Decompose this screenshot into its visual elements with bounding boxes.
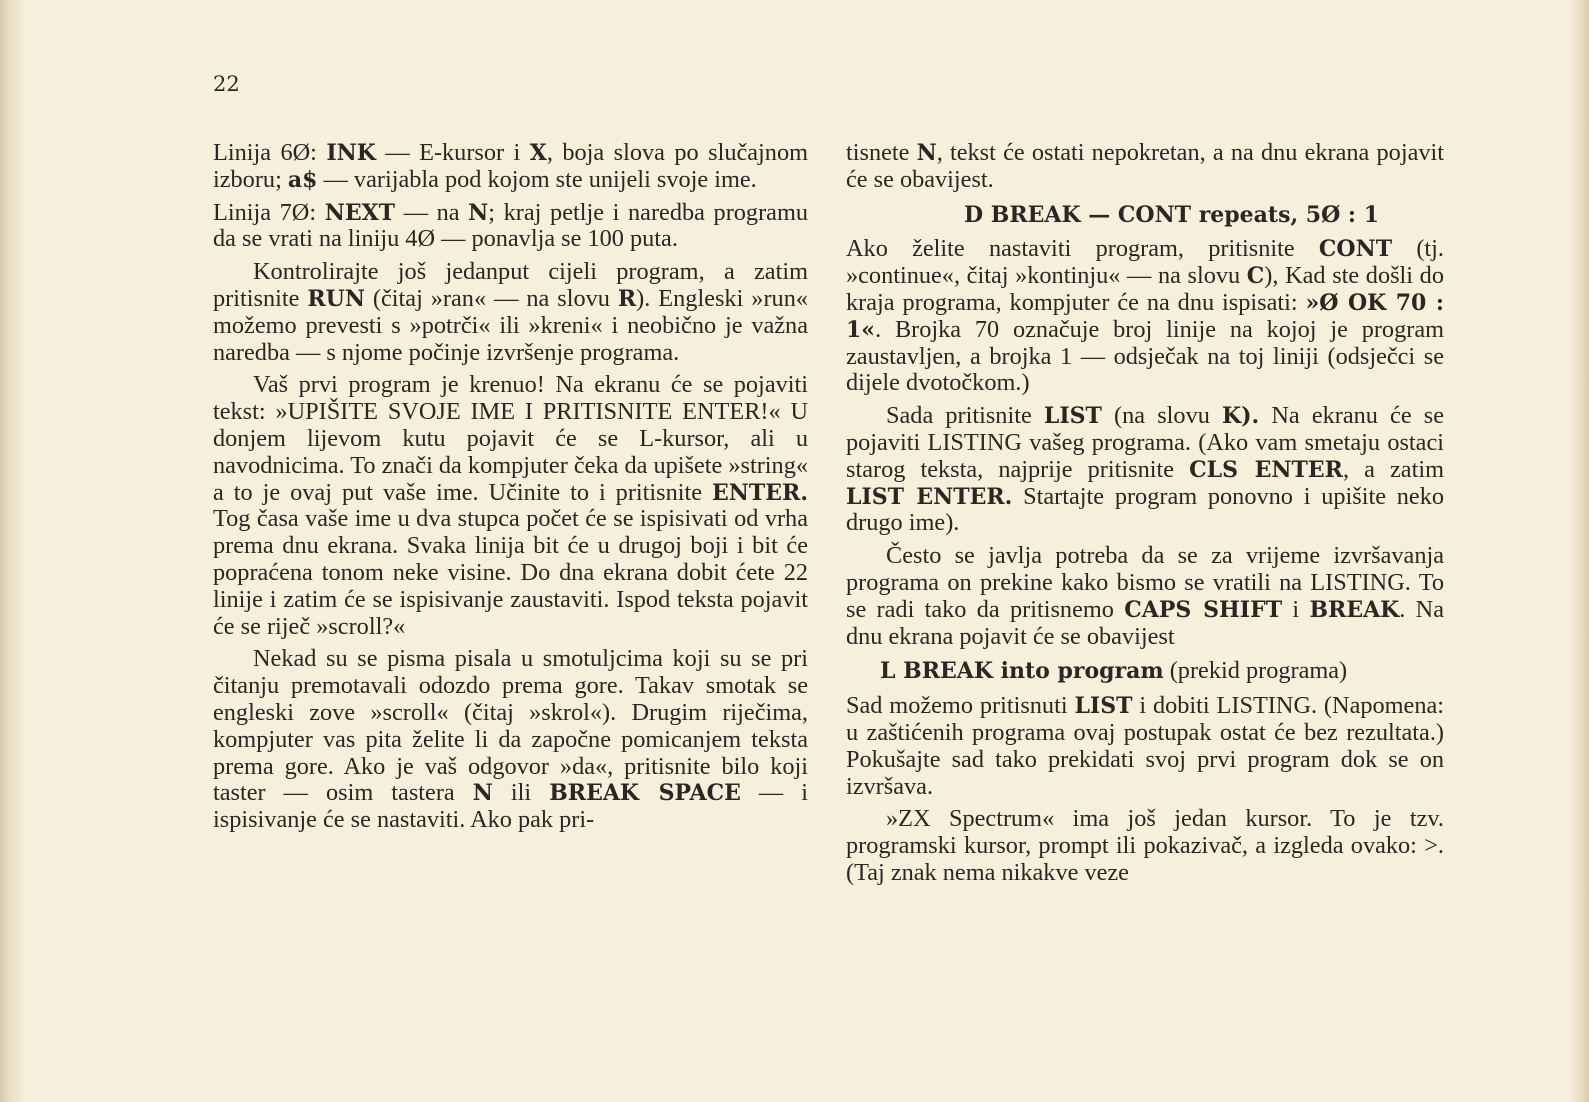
paragraph-run: Kontrolirajte još jedanput cijeli program, a zatim pritisnite RUN (čitaj »ran« — na slovu R). Engleski »run« možemo prevesti s »potrči« ili »kreni« i neobično je važna naredba — s njome počinje izvršenje programa. [213,258,808,366]
page-number: 22 [213,72,240,96]
paragraph-continuation: tisnete N, tekst će ostati nepokretan, a na dnu ekrana pojavit će se obavijest. [846,139,1445,193]
page-binding-shadow [0,0,24,1102]
left-column [213,140,808,834]
right-column [846,140,1444,887]
paragraph-list-again: Sad možemo pritisnuti LIST i dobiti LISTING. (Napomena: u zaštićenih programa ovaj postupak ostat će bez rezultata.) Pokušajte sad tako prekidati svoj prvi program dok se on izvršava. [846,692,1445,800]
paragraph-line-60: Linija 6Ø: INK — E-kursor i X, boja slova po slučajnom izboru; a$ — varijabla pod kojom ste unijeli svoje ime. [213,139,808,193]
heading-break-cont: D BREAK — CONT repeats, 5Ø : 1 [964,201,1380,228]
page-edge-shadow [1571,0,1589,1102]
paragraph-prompt-cursor: »ZX Spectrum« ima još jedan kursor. To je tzv. programski kursor, prompt ili pokazivač, a izgleda ovako: >. (Taj znak nema nikakve veze [846,805,1444,886]
heading-break-into-program: L BREAK into program (prekid programa) [880,657,1348,685]
paragraph-interrupt: Često se javlja potreba da se za vrijeme izvršavanja programa on prekine kako bismo se vratili na LISTING. To se radi tako da pritisnemo CAPS SHIFT i BREAK. Na dnu ekrana pojavit će se obavijest [846,542,1445,650]
paragraph-scroll: Nekad su se pisma pisala u smotuljcima koji su se pri čitanju premotavali odozdo prema gore. Takav smotak se engleski zove »scroll« (čitaj »skrol«). Drugim riječima, kompjuter vas pita želite li da započne pomicanjem teksta prema gore. Ako je vaš odgovor »da«, pritisnite bilo koji taster — osim tastera N ili BREAK SPACE — i ispisivanje će se nastaviti. Ako pak pri- [213,645,808,834]
paragraph-list: Sada pritisnite LIST (na slovu K). Na ekranu će se pojaviti LISTING vašeg programa. (Ako vam smetaju ostaci starog teksta, najprije pritisnite CLS ENTER, a zatim LIST ENTER. Startajte program ponovno i upišite neko drugo ime). [846,402,1445,537]
paragraph-line-70: Linija 7Ø: NEXT — na N; kraj petlje i naredba programu da se vrati na liniju 4Ø — ponavlja se 100 puta. [213,198,809,253]
paragraph-cont: Ako želite nastaviti program, pritisnite CONT (tj. »continue«, čitaj »kontinju« — na slovu C), Kad ste došli do kraja programa, kompjuter će na dnu ispisati: »Ø OK 70 : 1«. Brojka 70 označuje broj linije na kojoj je program zaustavljen, a brojka 1 — odsječak na toj liniji (odsječci se dijele dvotočkom.) [846,235,1445,397]
paragraph-first-program: Vaš prvi program je krenuo! Na ekranu će se pojaviti tekst: »UPIŠITE SVOJE IME I PRITISNITE ENTER!« U donjem lijevom kutu pojavit će se L-kursor, ali u navodnicima. To znači da kompjuter čeka da upišete »string« a to je ovaj put vaše ime. Učinite to i pritisnite ENTER. Tog časa vaše ime u dva stupca počet će se ispisivati od vrha prema dnu ekrana. Svaka linija bit će u drugoj boji i bit će popraćena tonom neke visine. Do dna ekrana dobit ćete 22 linije i zatim će se ispisivanje zaustaviti. Ispod teksta pojavit će se riječ »scroll?« [213,371,808,640]
